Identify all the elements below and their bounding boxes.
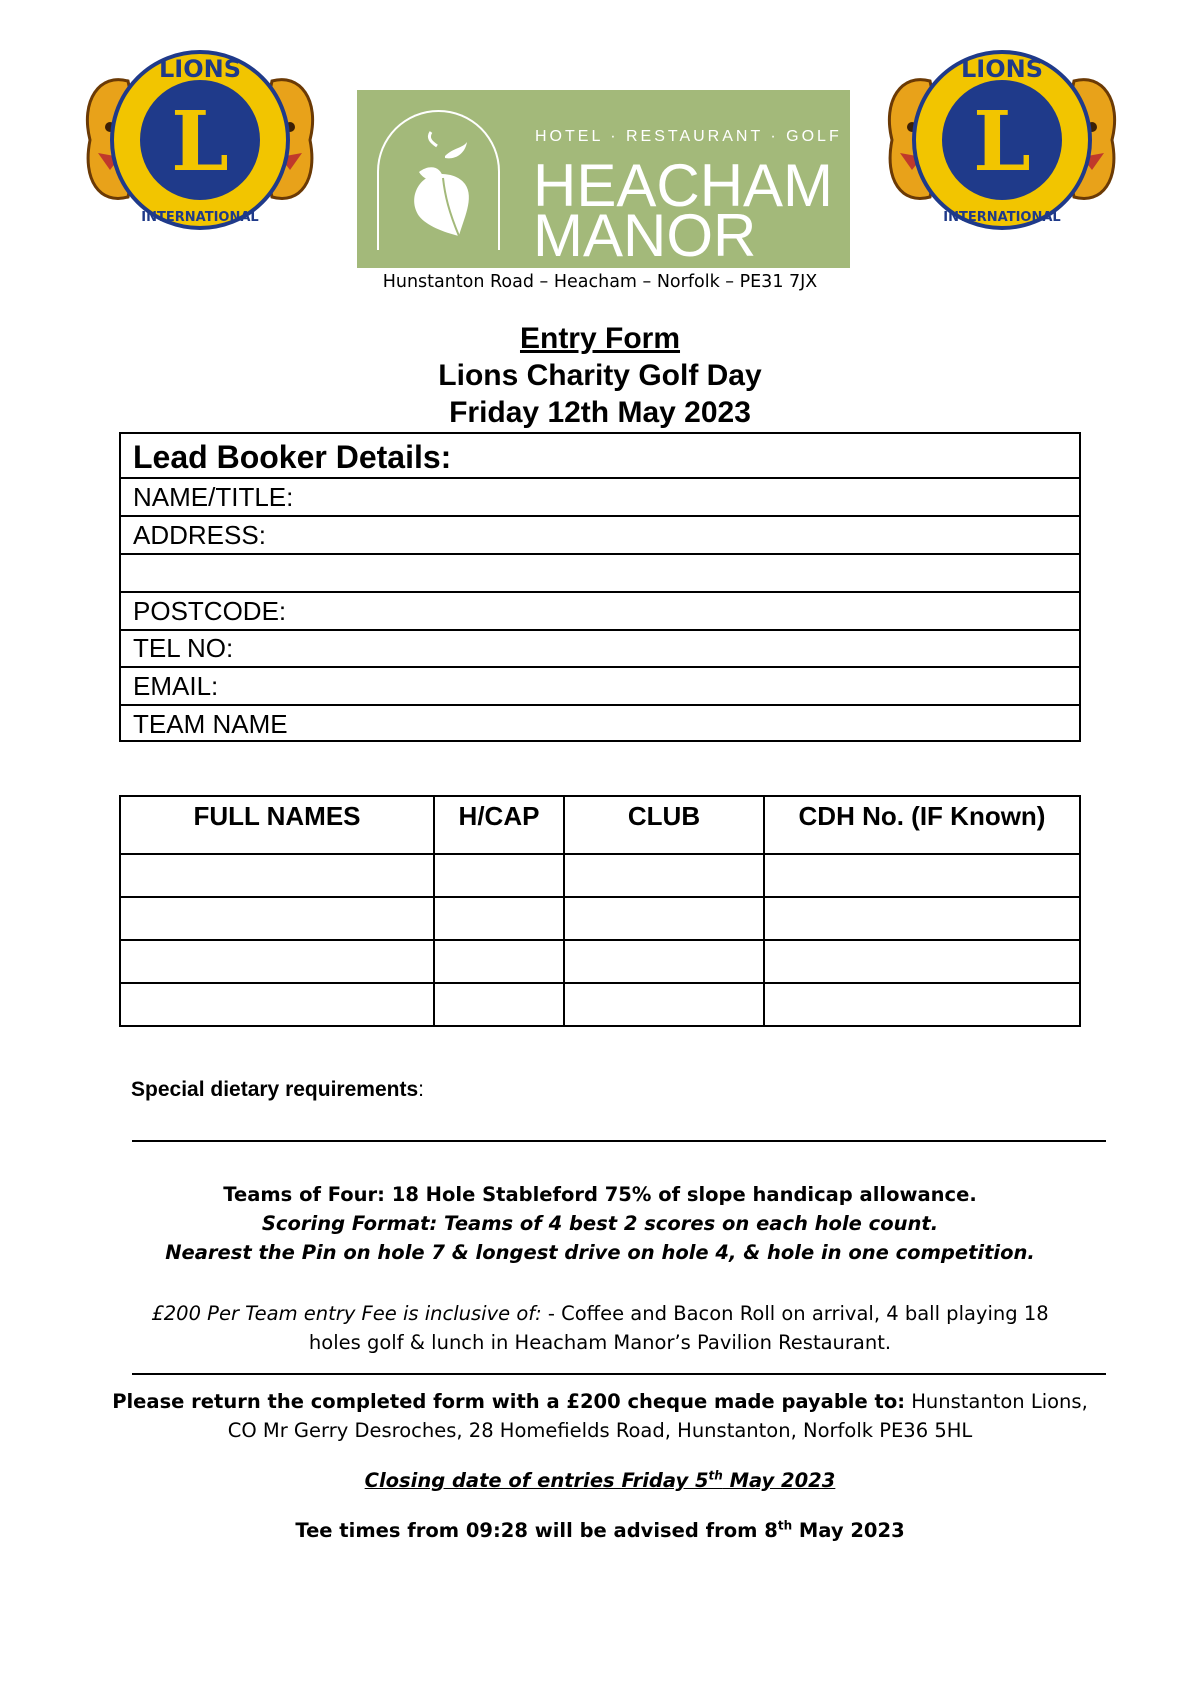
- email-field[interactable]: [121, 668, 1079, 706]
- dietary-answer-line[interactable]: [132, 1140, 1106, 1142]
- full-name-cell[interactable]: [120, 897, 434, 940]
- closing-prefix: Closing date of entries Friday 5: [364, 1469, 709, 1492]
- return-line-1: [0, 1390, 1200, 1413]
- cdh-number-header: CDH No. (IF Known): [764, 796, 1080, 854]
- return-bold: Please return the completed form with a £200 cheque made payable to:: [112, 1390, 906, 1413]
- club-cell[interactable]: [564, 940, 764, 983]
- cdh-number-cell[interactable]: [764, 897, 1080, 940]
- address-label: ADDRESS:: [133, 520, 266, 550]
- event-title: Lions Charity Golf Day: [438, 359, 762, 392]
- table-row: [120, 940, 1080, 983]
- handicap-cell[interactable]: [434, 983, 564, 1026]
- lead-booker-heading: Lead Booker Details:: [133, 439, 452, 475]
- lead-booker-heading-row: [121, 434, 1079, 479]
- fee-rest: - Coffee and Bacon Roll on arrival, 4 ball playing 18: [541, 1302, 1049, 1325]
- return-line-2: CO Mr Gerry Desroches, 28 Homefields Road, Hunstanton, Norfolk PE36 5HL: [227, 1419, 973, 1442]
- tee-times: [0, 1519, 1200, 1542]
- dietary-label-text: Special dietary requirements: [131, 1078, 419, 1101]
- lions-bottom-text: INTERNATIONAL: [141, 210, 259, 225]
- email-label: EMAIL:: [133, 671, 219, 701]
- fee-line-1: [0, 1302, 1200, 1325]
- postcode-field[interactable]: [121, 593, 1079, 631]
- venue-address: Hunstanton Road – Heacham – Norfolk – PE31 7JX: [382, 272, 818, 292]
- cdh-number-cell[interactable]: [764, 983, 1080, 1026]
- postcode-label: POSTCODE:: [133, 596, 287, 626]
- dietary-requirements-label: [131, 1078, 424, 1102]
- format-line-3: Nearest the Pin on hole 7 & longest drive on hole 4, & hole in one competition.: [165, 1241, 1035, 1264]
- address-field[interactable]: [121, 517, 1079, 555]
- full-name-cell[interactable]: [120, 854, 434, 897]
- heacham-manor-logo: [357, 90, 850, 268]
- players-table-header: [120, 796, 1080, 854]
- manor-name-line1: HEACHAM: [533, 152, 834, 219]
- format-line-1: Teams of Four: 18 Hole Stableford 75% of slope handicap allowance.: [223, 1183, 977, 1206]
- handicap-cell[interactable]: [434, 854, 564, 897]
- full-name-cell[interactable]: [120, 940, 434, 983]
- closing-date: [0, 1469, 1200, 1492]
- club-cell[interactable]: [564, 854, 764, 897]
- players-table: [119, 795, 1081, 1027]
- arch-frame: [377, 110, 500, 250]
- manor-tagline: HOTEL · RESTAURANT · GOLF: [535, 128, 842, 145]
- address-line-2-field[interactable]: [121, 555, 1079, 593]
- handicap-cell[interactable]: [434, 940, 564, 983]
- team-name-field[interactable]: [121, 706, 1079, 742]
- handicap-header: H/CAP: [434, 796, 564, 854]
- name-title-label: NAME/TITLE:: [133, 482, 294, 512]
- name-title-field[interactable]: [121, 479, 1079, 517]
- lead-booker-box: [119, 432, 1081, 742]
- lions-international-logo-right: [882, 45, 1122, 235]
- cdh-number-cell[interactable]: [764, 940, 1080, 983]
- return-rest: Hunstanton Lions,: [905, 1390, 1088, 1413]
- cdh-number-cell[interactable]: [764, 854, 1080, 897]
- club-cell[interactable]: [564, 897, 764, 940]
- closing-suffix: May 2023: [722, 1469, 836, 1492]
- lions-top-text: LIONS: [961, 55, 1043, 83]
- tee-sup: th: [777, 1518, 793, 1533]
- dietary-label-colon: :: [418, 1078, 424, 1101]
- table-row: [120, 854, 1080, 897]
- table-row: [120, 983, 1080, 1026]
- tel-no-label: TEL NO:: [133, 633, 234, 663]
- fee-line-2: holes golf & lunch in Heacham Manor’s Pavilion Restaurant.: [308, 1331, 892, 1354]
- tel-no-field[interactable]: [121, 631, 1079, 668]
- team-name-label: TEAM NAME: [133, 709, 288, 739]
- tee-prefix: Tee times from 09:28 will be advised from 8: [295, 1519, 778, 1542]
- lions-letter: L: [973, 94, 1031, 190]
- lions-international-logo-left: [80, 45, 320, 235]
- form-title: Entry Form: [519, 322, 681, 355]
- handicap-cell[interactable]: [434, 897, 564, 940]
- leaf-icon: [379, 112, 498, 248]
- full-names-header: FULL NAMES: [120, 796, 434, 854]
- event-date: Friday 12th May 2023: [449, 396, 751, 429]
- section-divider: [132, 1373, 1106, 1375]
- club-header: CLUB: [564, 796, 764, 854]
- tee-suffix: May 2023: [792, 1519, 905, 1542]
- closing-sup: th: [708, 1468, 723, 1483]
- lions-bottom-text: INTERNATIONAL: [943, 210, 1061, 225]
- lions-top-text: LIONS: [159, 55, 241, 83]
- format-line-2: Scoring Format: Teams of 4 best 2 scores on each hole count.: [261, 1212, 939, 1235]
- manor-name-line2: MANOR: [533, 202, 757, 269]
- full-name-cell[interactable]: [120, 983, 434, 1026]
- fee-prefix: £200 Per Team entry Fee is inclusive of:: [151, 1302, 542, 1325]
- lions-letter: L: [171, 94, 229, 190]
- table-row: [120, 897, 1080, 940]
- club-cell[interactable]: [564, 983, 764, 1026]
